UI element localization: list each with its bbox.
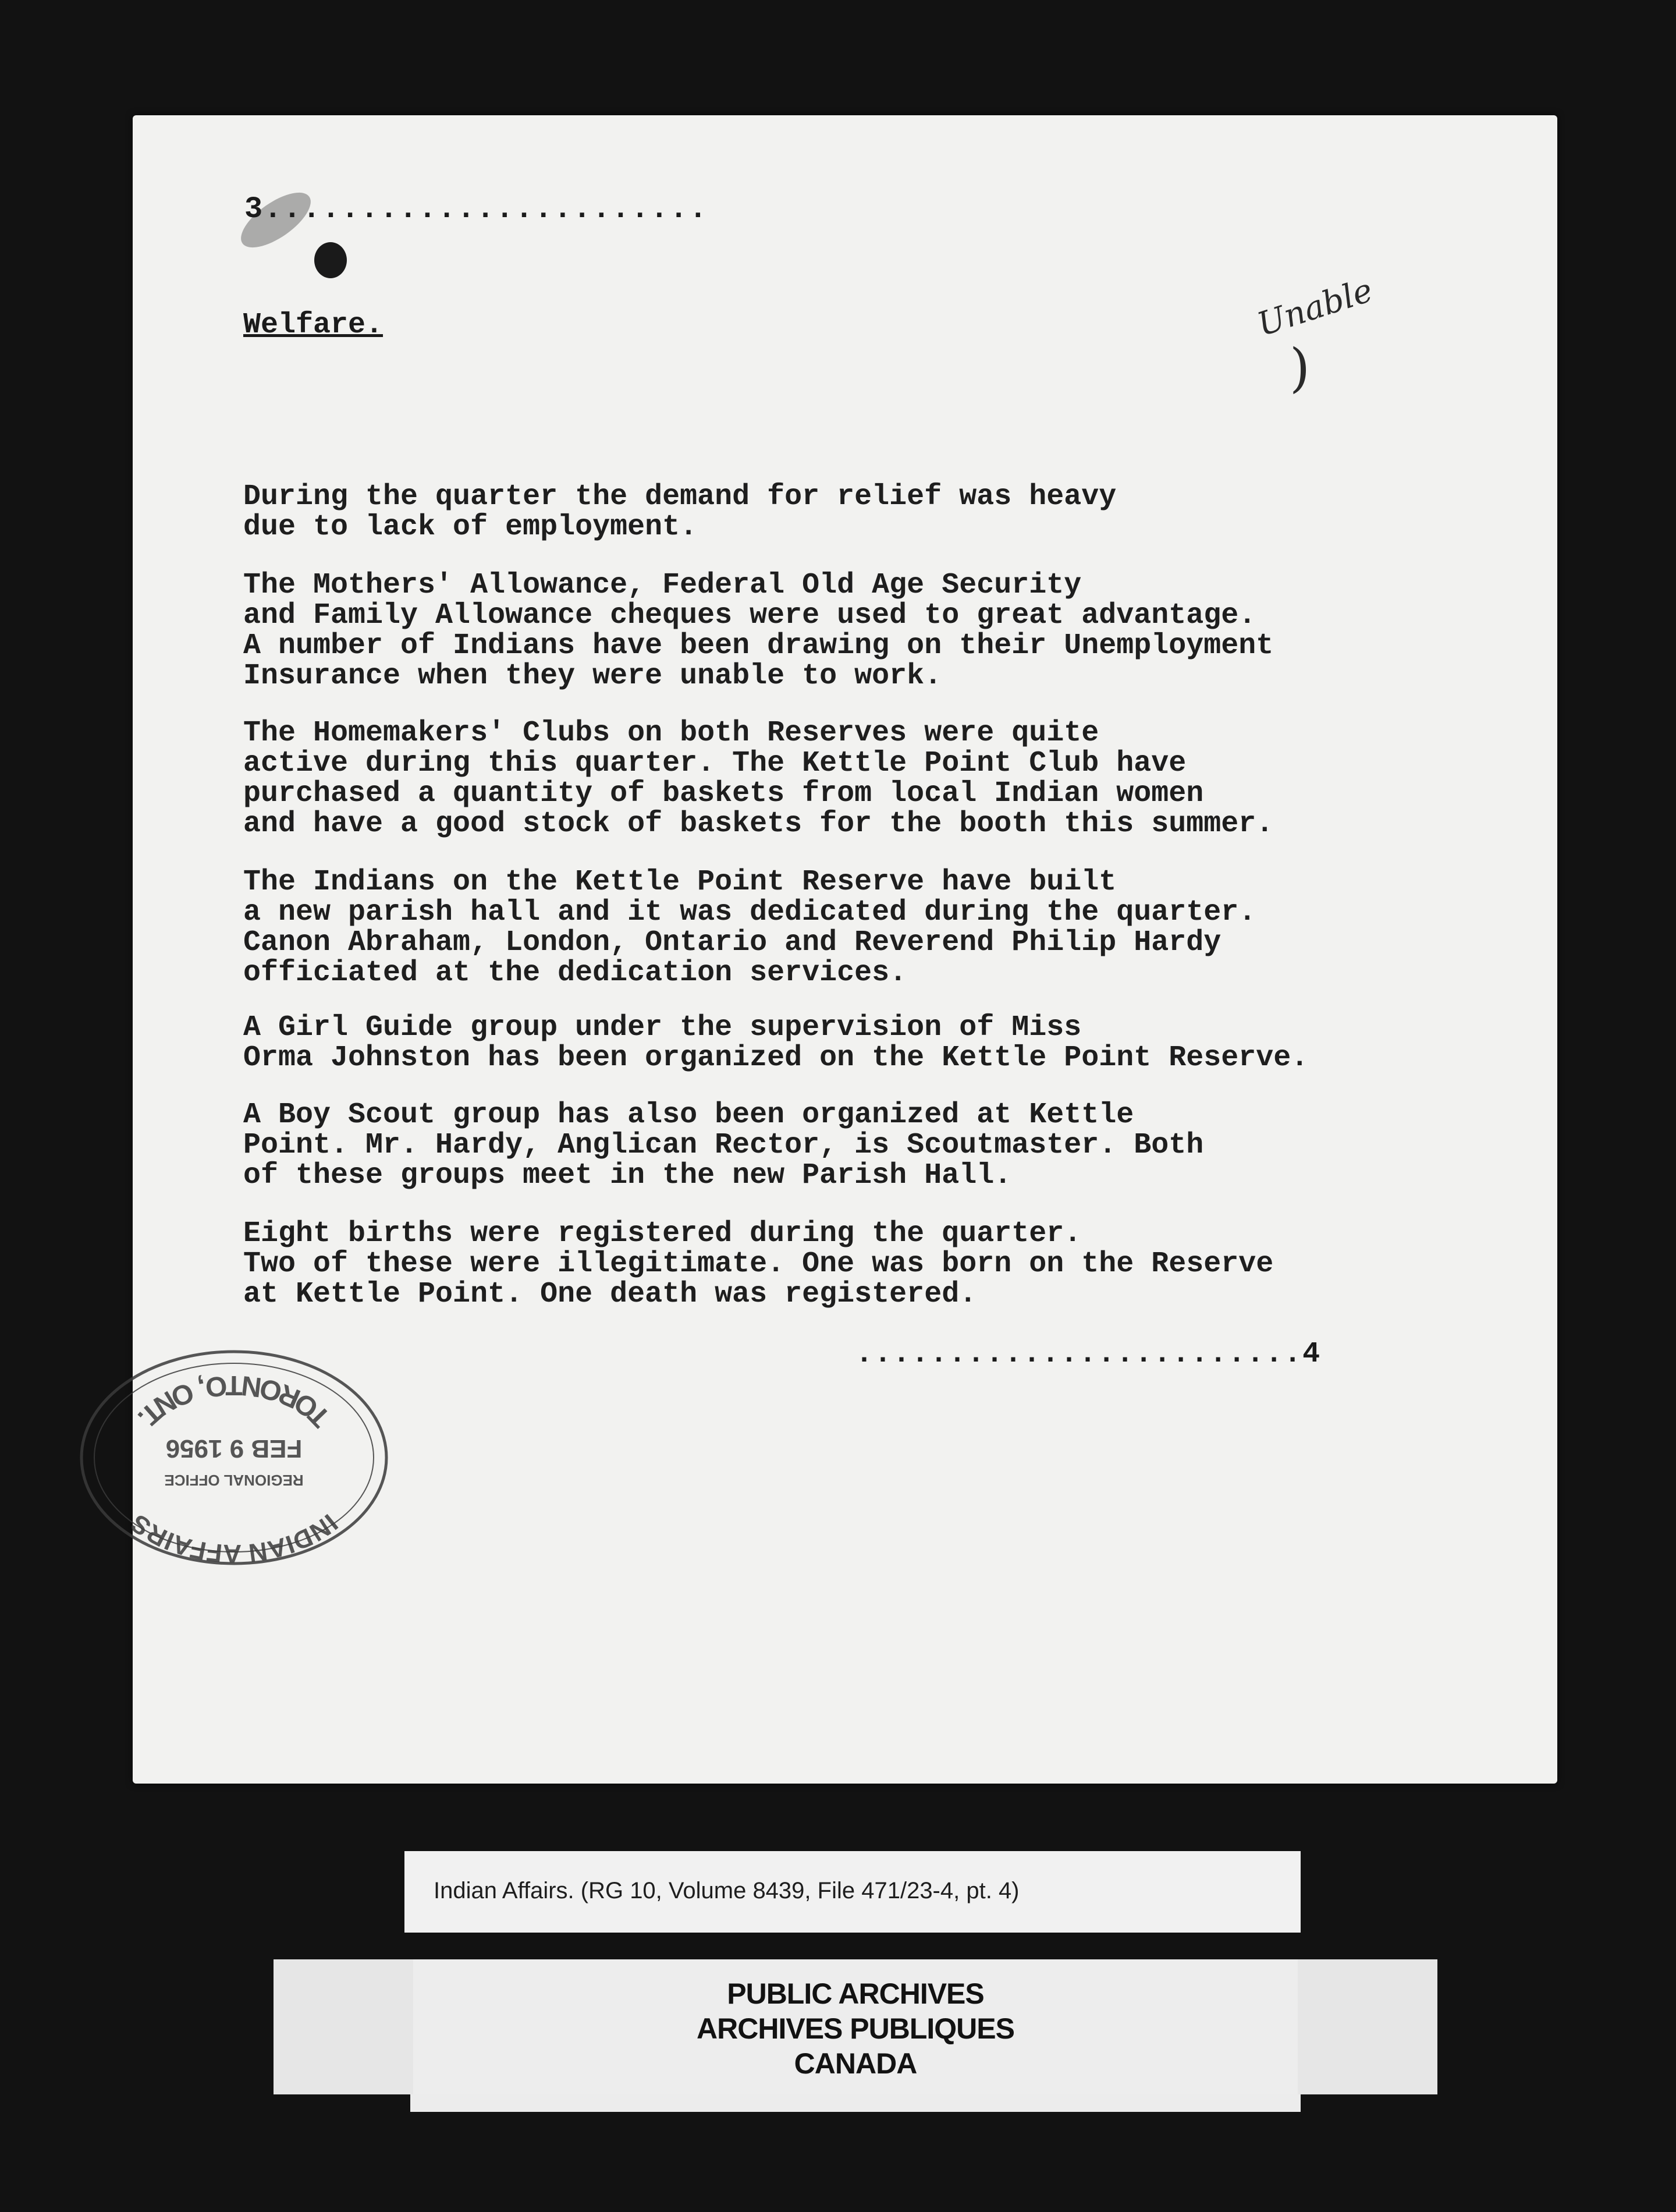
received-stamp: [71, 1341, 397, 1574]
paragraph: A Boy Scout group has also been organized at Kettle Point. Mr. Hardy, Anglican Rector, is Scoutmaster. Both of these groups meet in the new Parish Hall.: [243, 1098, 1204, 1192]
archive-label-line: CANADA: [794, 2047, 917, 2080]
paragraph: Eight births were registered during the quarter. Two of these were illegitimate. One was born on the Reserve at Kettle Point. One death was registered.: [243, 1217, 1274, 1311]
paragraph: A Girl Guide group under the supervision of Miss Orma Johnston has been organized on the Kettle Point Reserve.: [243, 1011, 1309, 1075]
stamp-top-text: INDIAN AFFAIRS: [125, 1508, 343, 1568]
continuation-marker: ........................4: [855, 1338, 1322, 1371]
margin-bracket-icon: ): [1290, 338, 1311, 399]
source-caption: Indian Affairs. (RG 10, Volume 8439, File 471/23-4, pt. 4): [434, 1878, 1020, 1903]
paragraph: The Indians on the Kettle Point Reserve have built a new parish hall and it was dedicated during the quarter. Canon Abraham, London, Ontario and Reverend Philip Hardy officiated at the dedication services.: [243, 866, 1256, 990]
handwritten-margin-note: Unable: [1252, 271, 1377, 344]
ink-blot: [314, 242, 347, 278]
svg-text:TORONTO, ONT.: [132, 1370, 336, 1433]
section-heading: Welfare.: [243, 309, 384, 342]
paragraph: The Mothers' Allowance, Federal Old Age Security and Family Allowance cheques were used to great advantage. A number of Indians have been drawing on their Unemployment Insurance when they were unable to work.: [243, 569, 1274, 693]
source-caption-card: [404, 1851, 1301, 1933]
archive-label-inner: [413, 1959, 1298, 2094]
svg-text:INDIAN AFFAIRS: [126, 1508, 343, 1568]
archive-label: [274, 1959, 1437, 2094]
page-marker: 3.......................: [244, 192, 708, 226]
stamp-subline: REGIONAL OFFICE: [164, 1472, 304, 1489]
archive-label-edge: [410, 2094, 1301, 2112]
stamp-city: TORONTO, ONT.: [131, 1369, 337, 1433]
paragraph: The Homemakers' Clubs on both Reserves were quite active during this quarter. The Kettle Point Club have purchased a quantity of baskets from local Indian women and have a good stock of baskets for the booth this summer.: [243, 717, 1274, 841]
archive-label-line: PUBLIC ARCHIVES: [727, 1977, 984, 2010]
stamp-date: FEB 9 1956: [165, 1434, 303, 1463]
archive-label-line: ARCHIVES PUBLIQUES: [697, 2012, 1014, 2045]
paragraph: During the quarter the demand for relief was heavy due to lack of employment.: [243, 480, 1117, 544]
